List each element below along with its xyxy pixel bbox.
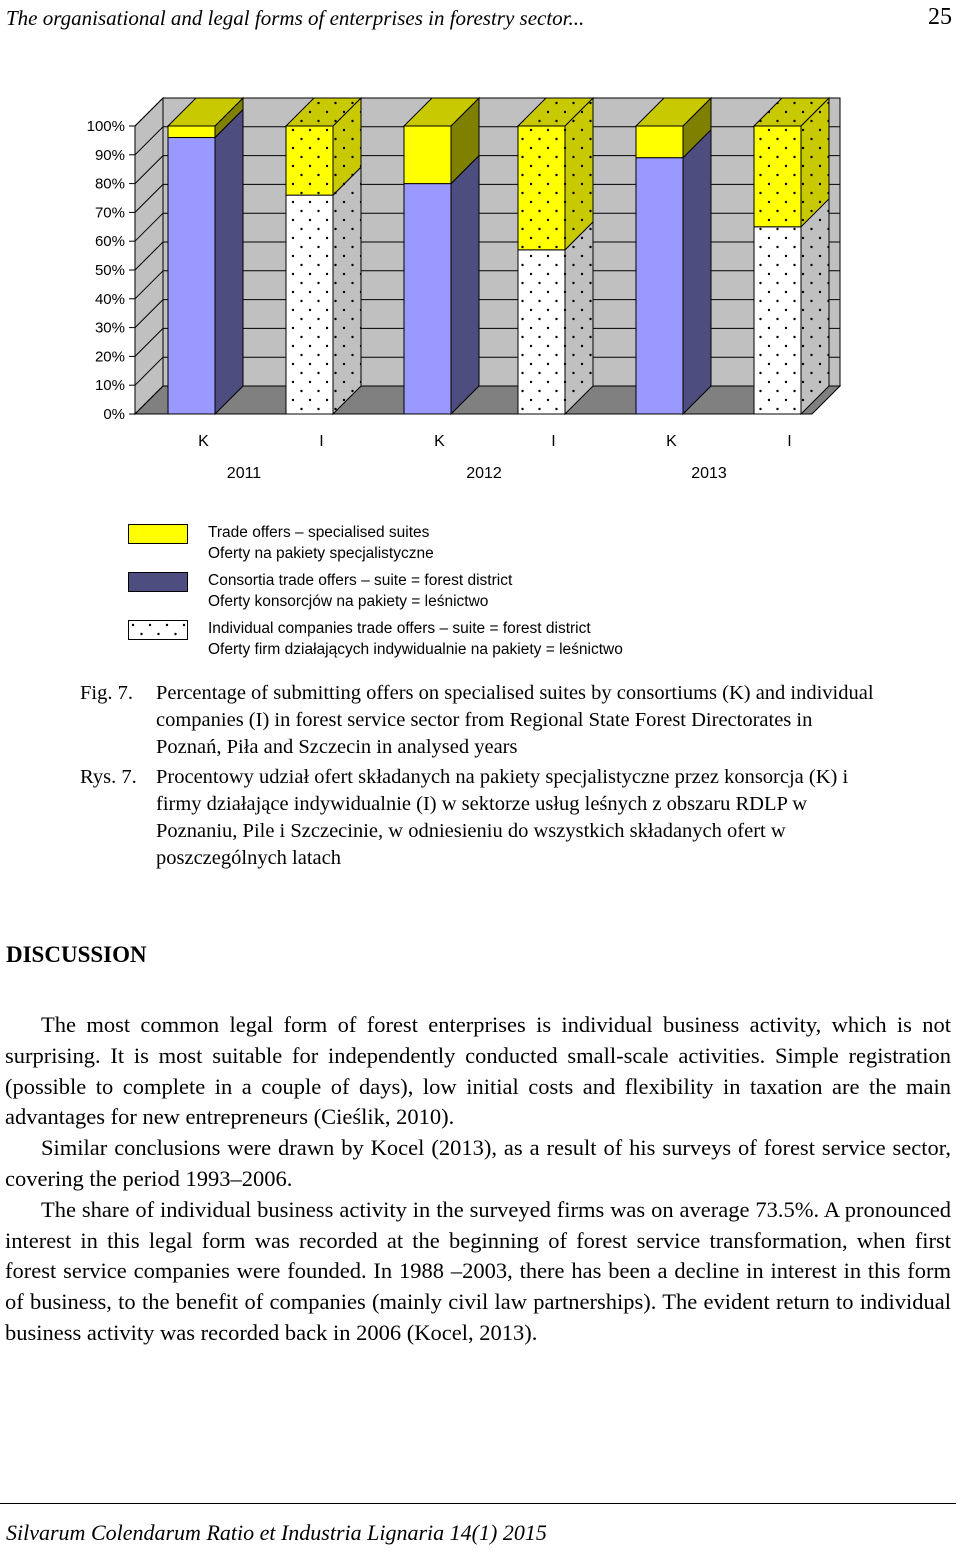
y-tick-label: 60% <box>94 233 125 251</box>
caption-label: Fig. 7. <box>80 682 133 704</box>
y-tick-label: 90% <box>94 146 125 164</box>
section-heading: DISCUSSION <box>6 942 147 967</box>
legend-label-en: Trade offers – specialised suites <box>208 524 430 541</box>
bar-individual-side <box>333 167 361 414</box>
bar-individual-front <box>286 195 333 414</box>
y-tick-label: 40% <box>94 290 125 308</box>
bar-specialised-front <box>168 126 215 138</box>
y-tick-label: 20% <box>94 348 125 366</box>
legend-swatch-yellow <box>128 524 188 544</box>
y-tick-label: 70% <box>94 204 125 222</box>
x-tick-label: K <box>434 433 445 450</box>
legend-label-en: Individual companies trade offers – suite = forest district <box>208 620 591 637</box>
running-head-title: The organisational and legal forms of enterprises in forestry sector... <box>6 6 585 30</box>
running-head <box>6 2 954 32</box>
x-axis-labels <box>198 433 792 482</box>
x-group-label: 2011 <box>226 465 262 482</box>
y-tick-label: 80% <box>94 175 125 193</box>
bar-consortia-side <box>451 156 479 414</box>
bar-consortia-front <box>404 184 451 414</box>
legend-item-individual <box>128 618 828 666</box>
legend-item-consortia <box>128 570 828 618</box>
bar-individual-front <box>754 227 801 414</box>
caption-text: Procentowy udział ofert składanych na pakiety specjalistyczne przez konsorcja (K) i firmy działające indywidualnie (I) w sektorze usług leśnych z obszaru RDLP w Poznaniu, Pile i Szczecinie, w odniesieniu do wszystkich składanych ofert w poszczególnych latach <box>156 766 849 869</box>
stacked-bar-chart <box>0 80 900 500</box>
bar-consortia-front <box>168 138 215 414</box>
bar-consortia-side <box>215 110 243 414</box>
paragraph: The share of individual business activity in the surveyed firms was on average 73.5%. A pronounced interest in this legal form was recorded at the beginning of forest service transformation, when first forest service companies were founded. In 1988 –2003, there has been a decline in interest in this form of business, to the benefit of companies (mainly civil law partnerships). The evident return to individual business activity was recorded back in 2006 (Kocel, 2013). <box>5 1196 951 1345</box>
caption-label: Rys. 7. <box>80 766 137 788</box>
bar-specialised-front <box>518 126 565 250</box>
legend-item-trade-offers <box>128 522 828 570</box>
paragraph: Similar conclusions were drawn by Kocel (2013), as a result of his surveys of forest service sector, covering the period 1993–2006. <box>5 1135 951 1191</box>
bar-individual-side <box>565 222 593 414</box>
bar-consortia-side <box>683 130 711 414</box>
y-tick-label: 30% <box>94 319 125 337</box>
paragraph: The most common legal form of forest enterprises is individual business activity, which is not surprising. It is most suitable for independently conducted small-scale activities. Simple registration (possible to complete in a couple of days), low initial costs and flexibility in taxation are the main advantages for new entrepreneurs (Cieślik, 2010). <box>5 1012 951 1130</box>
bar-individual-side <box>801 199 829 414</box>
x-tick-label: I <box>551 433 556 450</box>
x-group-label: 2012 <box>466 465 502 482</box>
y-tick-label: 0% <box>103 406 125 423</box>
bar-specialised-front <box>404 126 451 184</box>
chart-legend <box>128 522 828 666</box>
y-axis-ticks <box>87 118 135 423</box>
bar-specialised-front <box>754 126 801 227</box>
discussion-body <box>5 1010 951 1349</box>
bar-individual-front <box>518 250 565 414</box>
footer-journal: Silvarum Colendarum Ratio et Industria Lignaria 14(1) 2015 <box>6 1520 547 1545</box>
y-tick-label: 10% <box>94 377 125 395</box>
x-tick-label: K <box>666 433 677 450</box>
legend-label-en: Consortia trade offers – suite = forest district <box>208 572 513 589</box>
footer-rule <box>0 1503 956 1504</box>
x-group-label: 2013 <box>691 465 727 482</box>
legend-label-pl: Oferty na pakiety specjalistyczne <box>208 545 434 562</box>
y-tick-label: 50% <box>94 262 125 279</box>
x-tick-label: I <box>787 433 792 450</box>
x-tick-label: I <box>319 433 324 450</box>
legend-swatch-blue <box>128 572 188 592</box>
bar-specialised-front <box>636 126 683 158</box>
y-tick-label: 100% <box>86 118 125 135</box>
legend-swatch-dotted <box>128 620 188 640</box>
legend-label-pl: Oferty firm działających indywidualnie na pakiety = leśnictwo <box>208 641 623 658</box>
bar-specialised-front <box>286 126 333 195</box>
caption-text: Percentage of submitting offers on specialised suites by consortiums (K) and individual companies (I) in forest service sector from Regional State Forest Directorates in Poznań, Piła and Szczecin in analysed years <box>156 682 874 758</box>
legend-label-pl: Oferty konsorcjów na pakiety = leśnictwo <box>208 593 489 610</box>
page-number: 25 <box>928 4 952 30</box>
bar-consortia-front <box>636 158 683 414</box>
floor <box>135 386 840 414</box>
x-tick-label: K <box>198 433 209 450</box>
